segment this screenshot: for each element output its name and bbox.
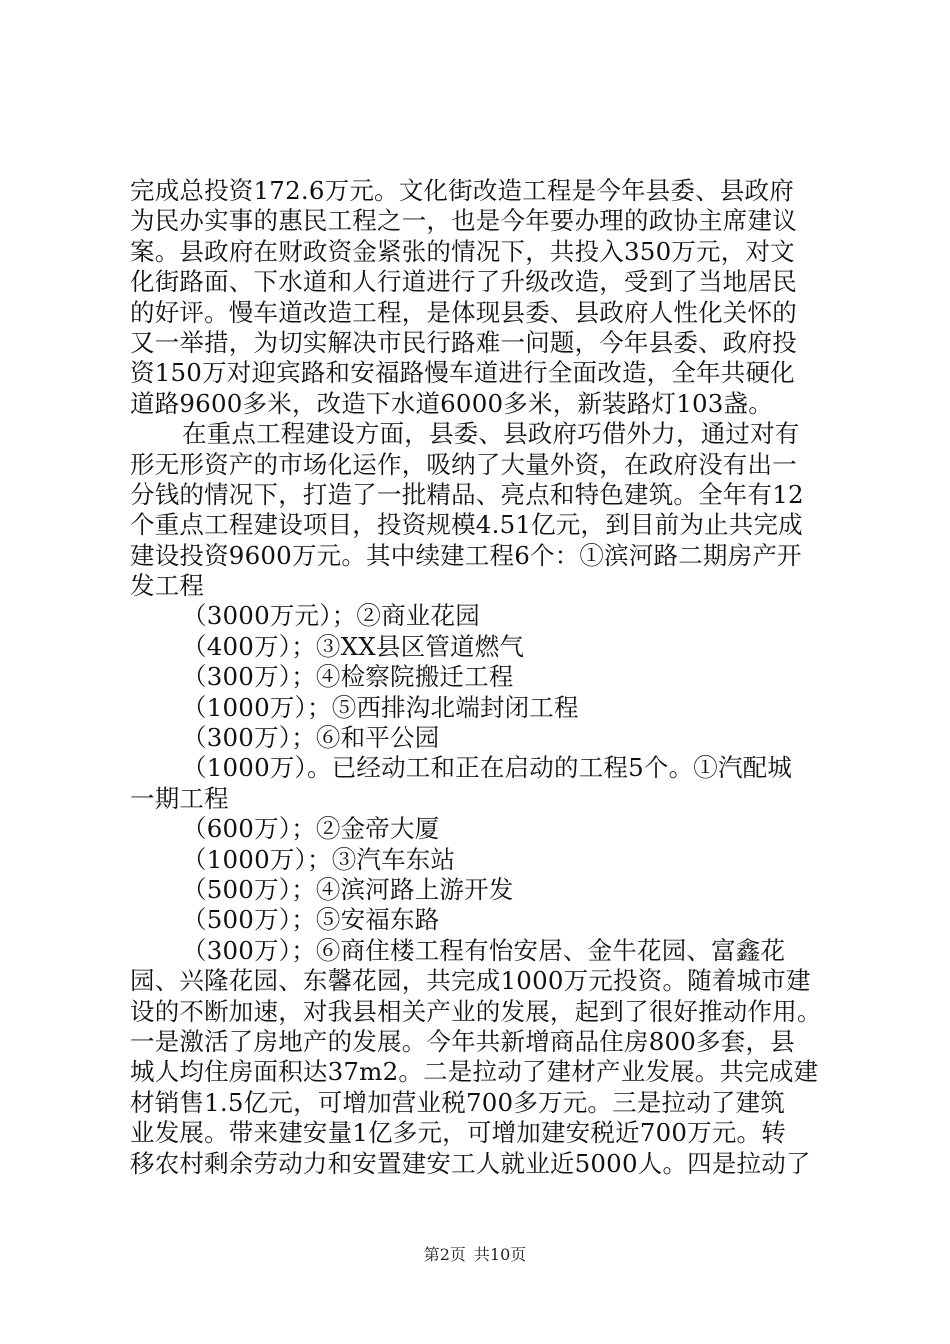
project-line: （1000万）；③汽车东站	[182, 844, 456, 874]
project-line: （300万）；⑥和平公园	[182, 723, 440, 753]
project-line: （400万）；③XX县区管道燃气	[182, 631, 525, 661]
text-line: 发工程	[130, 571, 205, 601]
text-line: 分钱的情况下，打造了一批精品、亮点和特色建筑。全年有12	[130, 479, 804, 509]
text-line: 城人均住房面积达37m2。二是拉动了建材产业发展。共完成建	[130, 1057, 819, 1087]
project-line: （500万）；④滨河路上游开发	[182, 874, 514, 904]
text-line: 移农村剩余劳动力和安置建安工人就业近5000人。四是拉动了	[130, 1148, 811, 1178]
project-line: （600万）；②金帝大厦	[182, 814, 440, 844]
page-total: 共10页	[473, 1245, 527, 1264]
text-line: 又一举措，为切实解决市民行路难一问题，今年县委、政府投	[130, 327, 797, 357]
project-line: （3000万元）；②商业花园	[182, 601, 480, 631]
text-line: 资150万对迎宾路和安福路慢车道进行全面改造，全年共硬化	[130, 358, 795, 388]
text-line: 为民办实事的惠民工程之一，也是今年要办理的政协主席建议	[130, 206, 797, 236]
text-line: 化街路面、下水道和人行道进行了升级改造，受到了当地居民	[130, 267, 797, 297]
text-line: 形无形资产的市场化运作，吸纳了大量外资，在政府没有出一	[130, 449, 797, 479]
project-line: （300万）；④检察院搬迁工程	[182, 662, 514, 692]
text-line: 个重点工程建设项目，投资规模4.51亿元，到目前为止共完成	[130, 510, 803, 540]
text-line: 道路9600多米，改造下水道6000多米，新装路灯103盏。	[130, 388, 773, 418]
text-line: 的好评。慢车道改造工程，是体现县委、县政府人性化关怀的	[130, 297, 797, 327]
text-line: 业发展。带来建安量1亿多元，可增加建安税近700万元。转	[130, 1118, 786, 1148]
page-number: 第2页	[423, 1245, 466, 1264]
project-line: （1000万）。已经动工和正在启动的工程5个。①汽配城	[182, 753, 793, 783]
paragraph-start-line: 在重点工程建设方面，县委、县政府巧借外力，通过对有	[182, 419, 800, 449]
body-text	[130, 176, 830, 1179]
text-line: 材销售1.5亿元，可增加营业税700多万元。三是拉动了建筑	[130, 1087, 786, 1117]
text-line: 园、兴隆花园、东馨花园，共完成1000万元投资。随着城市建	[130, 966, 811, 996]
text-line: 一期工程	[130, 783, 229, 813]
text-line: 完成总投资172.6万元。文化街改造工程是今年县委、县政府	[130, 176, 794, 205]
text-line: 案。县政府在财政资金紧张的情况下，共投入350万元，对文	[130, 236, 795, 266]
text-line: 设的不断加速，对我县相关产业的发展，起到了很好推动作用。	[130, 996, 822, 1026]
project-line: （1000万）；⑤西排沟北端封闭工程	[182, 692, 579, 722]
text-line: 建设投资9600万元。其中续建工程6个：①滨河路二期房产开	[130, 540, 802, 570]
text-line: 一是激活了房地产的发展。今年共新增商品住房800多套，县	[130, 1026, 795, 1056]
project-line: （300万）；⑥商住楼工程有怡安居、金牛花园、富鑫花	[182, 935, 786, 965]
page-footer	[0, 1242, 950, 1265]
project-line: （500万）；⑤安福东路	[182, 905, 440, 935]
